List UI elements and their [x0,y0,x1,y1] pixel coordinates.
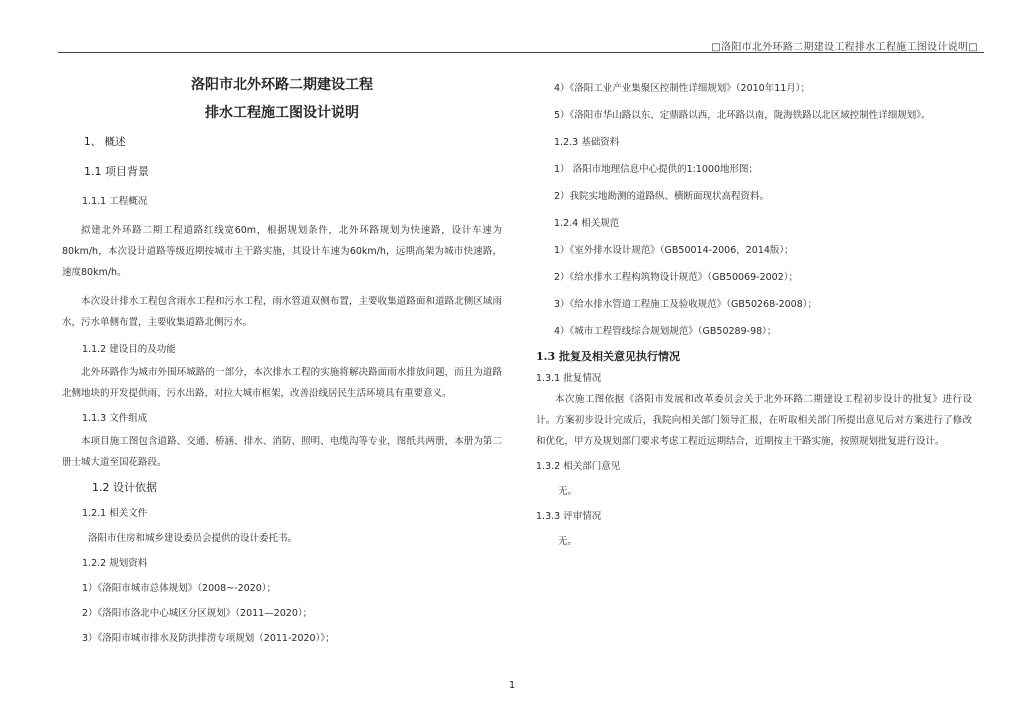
header-divider [58,52,984,53]
heading-1: 1、 概述 [84,136,126,148]
heading-1-2-4: 1.2.4 相关规范 [554,218,620,229]
plan-item-5: 5）《洛阳市华山路以东、定鼎路以西，北环路以南，陇海铁路以北区域控制性详细规划》。 [554,110,931,121]
heading-1-2-1: 1.2.1 相关文件 [82,508,148,519]
heading-1-1: 1.1 项目背景 [84,165,149,178]
paragraph-purpose: 北外环路作为城市外围环城路的一部分，本次排水工程的实施将解决路面雨水排放问题，而且为道路北侧地块的开发提供雨、污水出路，对拉大城市框架，改善沿线居民生活环境具有重要意义。 [62,367,502,399]
department-opinion-value: 无。 [558,486,578,497]
left-column [62,74,502,645]
document-title-line2: 排水工程施工图设计说明 [205,105,359,121]
paragraph-file-composition: 本项目施工图包含道路、交通、桥涵、排水、消防、照明、电缆沟等专业，图纸共两册，本册为第二册士城大道至国花路段。 [62,436,502,468]
standard-item-3: 3）《给水排水管道工程施工及验收规范》（GB50268-2008）； [554,299,817,310]
basic-data-item-2: 2）我院实地勘测的道路纵、横断面现状高程资料。 [554,191,770,202]
basic-data-item-1: 1） 洛阳市地理信息中心提供的1:1000地形图； [554,164,758,175]
plan-item-2: 2）《洛阳市洛北中心城区分区规划》（2011—2020）； [82,608,313,619]
standard-item-1: 1）《室外排水设计规范》（GB50014-2006，2014版）； [554,245,794,256]
heading-1-1-2: 1.1.2 建设目的及功能 [82,344,176,355]
heading-1-2: 1.2 设计依据 [92,481,157,494]
paragraph-approval: 本次施工图依据《洛阳市发展和改革委员会关于北外环路二期建设工程初步设计的批复》进行设计。方案初步设计完成后，我院向相关部门领导汇报，在听取相关部门所提出意见后对方案进行了修改和优化，甲方及规划部门要求考虑工程近远期结合，近期按主干路实施，按照规划批复进行设计。 [536,394,972,447]
document-header: □洛阳市北外环路二期建设工程排水工程施工图设计说明□ [711,42,978,53]
heading-1-2-2: 1.2.2 规划资料 [82,558,148,569]
document-title-line1: 洛阳市北外环路二期建设工程 [191,77,373,93]
right-column [536,82,972,548]
plan-item-3: 3）《洛阳市城市排水及防洪排涝专项规划（2011-2020）》； [82,633,335,644]
standard-item-4: 4）《城市工程管线综合规划规范》（GB50289-98）； [554,326,777,337]
plan-item-1: 1）《洛阳市城市总体规划》（2008~-2020）； [82,583,277,594]
heading-1-3-3: 1.3.3 评审情况 [536,511,602,522]
review-value: 无。 [558,536,578,547]
heading-1-1-1: 1.1.1 工程概况 [82,196,148,207]
page-number: 1 [508,680,516,691]
standard-item-2: 2）《给水排水工程构筑物设计规范》（GB50069-2002）； [554,272,798,283]
heading-1-3-1: 1.3.1 批复情况 [536,373,602,384]
heading-1-1-3: 1.1.3 文件组成 [82,413,148,424]
heading-1-3: 1.3 批复及相关意见执行情况 [536,350,680,363]
paragraph-related-docs: 洛阳市住房和城乡建设委员会提供的设计委托书。 [88,533,298,544]
heading-1-3-2: 1.3.2 相关部门意见 [536,461,621,472]
paragraph-project-overview: 拟建北外环路二期工程道路红线宽60m，根据规划条件，北外环路规划为快速路，设计车速为80km/h，本次设计道路等级近期按城市主干路实施，其设计车速为60km/h，远期高架为城市快速路，速度80km/h。 [62,225,502,278]
heading-1-2-3: 1.2.3 基础资料 [554,137,620,148]
paragraph-drainage-scope: 本次设计排水工程包含雨水工程和污水工程，雨水管道双侧布置，主要收集道路面和道路北侧区域雨水，污水单侧布置，主要收集道路北侧污水。 [62,296,502,328]
plan-item-4: 4）《洛阳工业产业集聚区控制性详细规划》（2010年11月）； [554,83,811,94]
